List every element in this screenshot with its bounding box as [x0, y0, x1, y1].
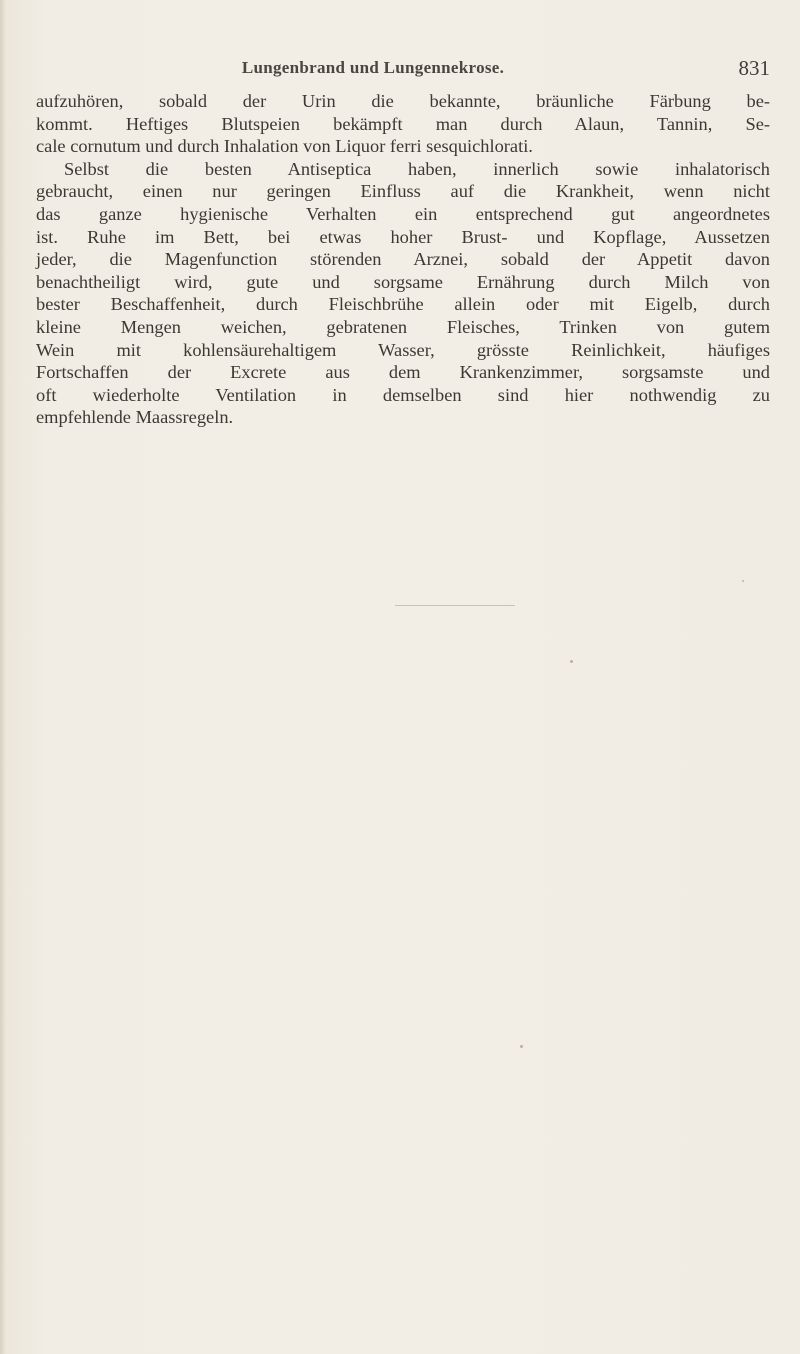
text-line: kleine Mengen weichen, gebratenen Fleisches, Trinken von gutem [36, 316, 770, 337]
text-line: kommt. Heftiges Blutspeien bekämpft man durch Alaun, Tannin, Se- [36, 113, 770, 134]
text-line: ist. Ruhe im Bett, bei etwas hoher Brust- und Kopflage, Aussetzen [36, 226, 770, 247]
page-edge-shadow [0, 0, 6, 1354]
text-line: Selbst die besten Antiseptica haben, innerlich sowie inhalatorisch [64, 158, 770, 179]
text-line: Wein mit kohlensäurehaltigem Wasser, grösste Reinlichkeit, häufiges [36, 339, 770, 360]
text-line: benachtheiligt wird, gute und sorgsame Ernährung durch Milch von [36, 271, 770, 292]
running-head: Lungenbrand und Lungennekrose. [241, 58, 505, 77]
text-line: das ganze hygienische Verhalten ein entsprechend gut angeordnetes [36, 203, 770, 224]
text-line: bester Beschaffenheit, durch Fleischbrühe allein oder mit Eigelb, durch [36, 294, 770, 315]
text-line: Fortschaffen der Excrete aus dem Krankenzimmer, sorgsamste und [36, 362, 770, 383]
text-line: aufzuhören, sobald der Urin die bekannte, bräunliche Färbung be- [36, 91, 770, 111]
text-line: oft wiederholte Ventilation in demselben sind hier nothwendig zu [36, 384, 770, 405]
text-line: empfehlende Maassregeln. [36, 407, 234, 428]
text-line: cale cornutum und durch Inhalation von Liquor ferri sesquichlorati. [36, 136, 533, 157]
faint-rule [395, 605, 515, 606]
paper-speck [570, 660, 573, 663]
page-header [36, 56, 770, 86]
text-line: gebraucht, einen nur geringen Einfluss auf die Krankheit, wenn nicht [36, 181, 770, 202]
text-line: jeder, die Magenfunction störenden Arznei, sobald der Appetit davon [36, 249, 770, 270]
paper-speck [520, 1045, 523, 1048]
page-number: 831 [738, 56, 770, 80]
paper-speck [742, 580, 744, 582]
body-text [36, 90, 770, 429]
